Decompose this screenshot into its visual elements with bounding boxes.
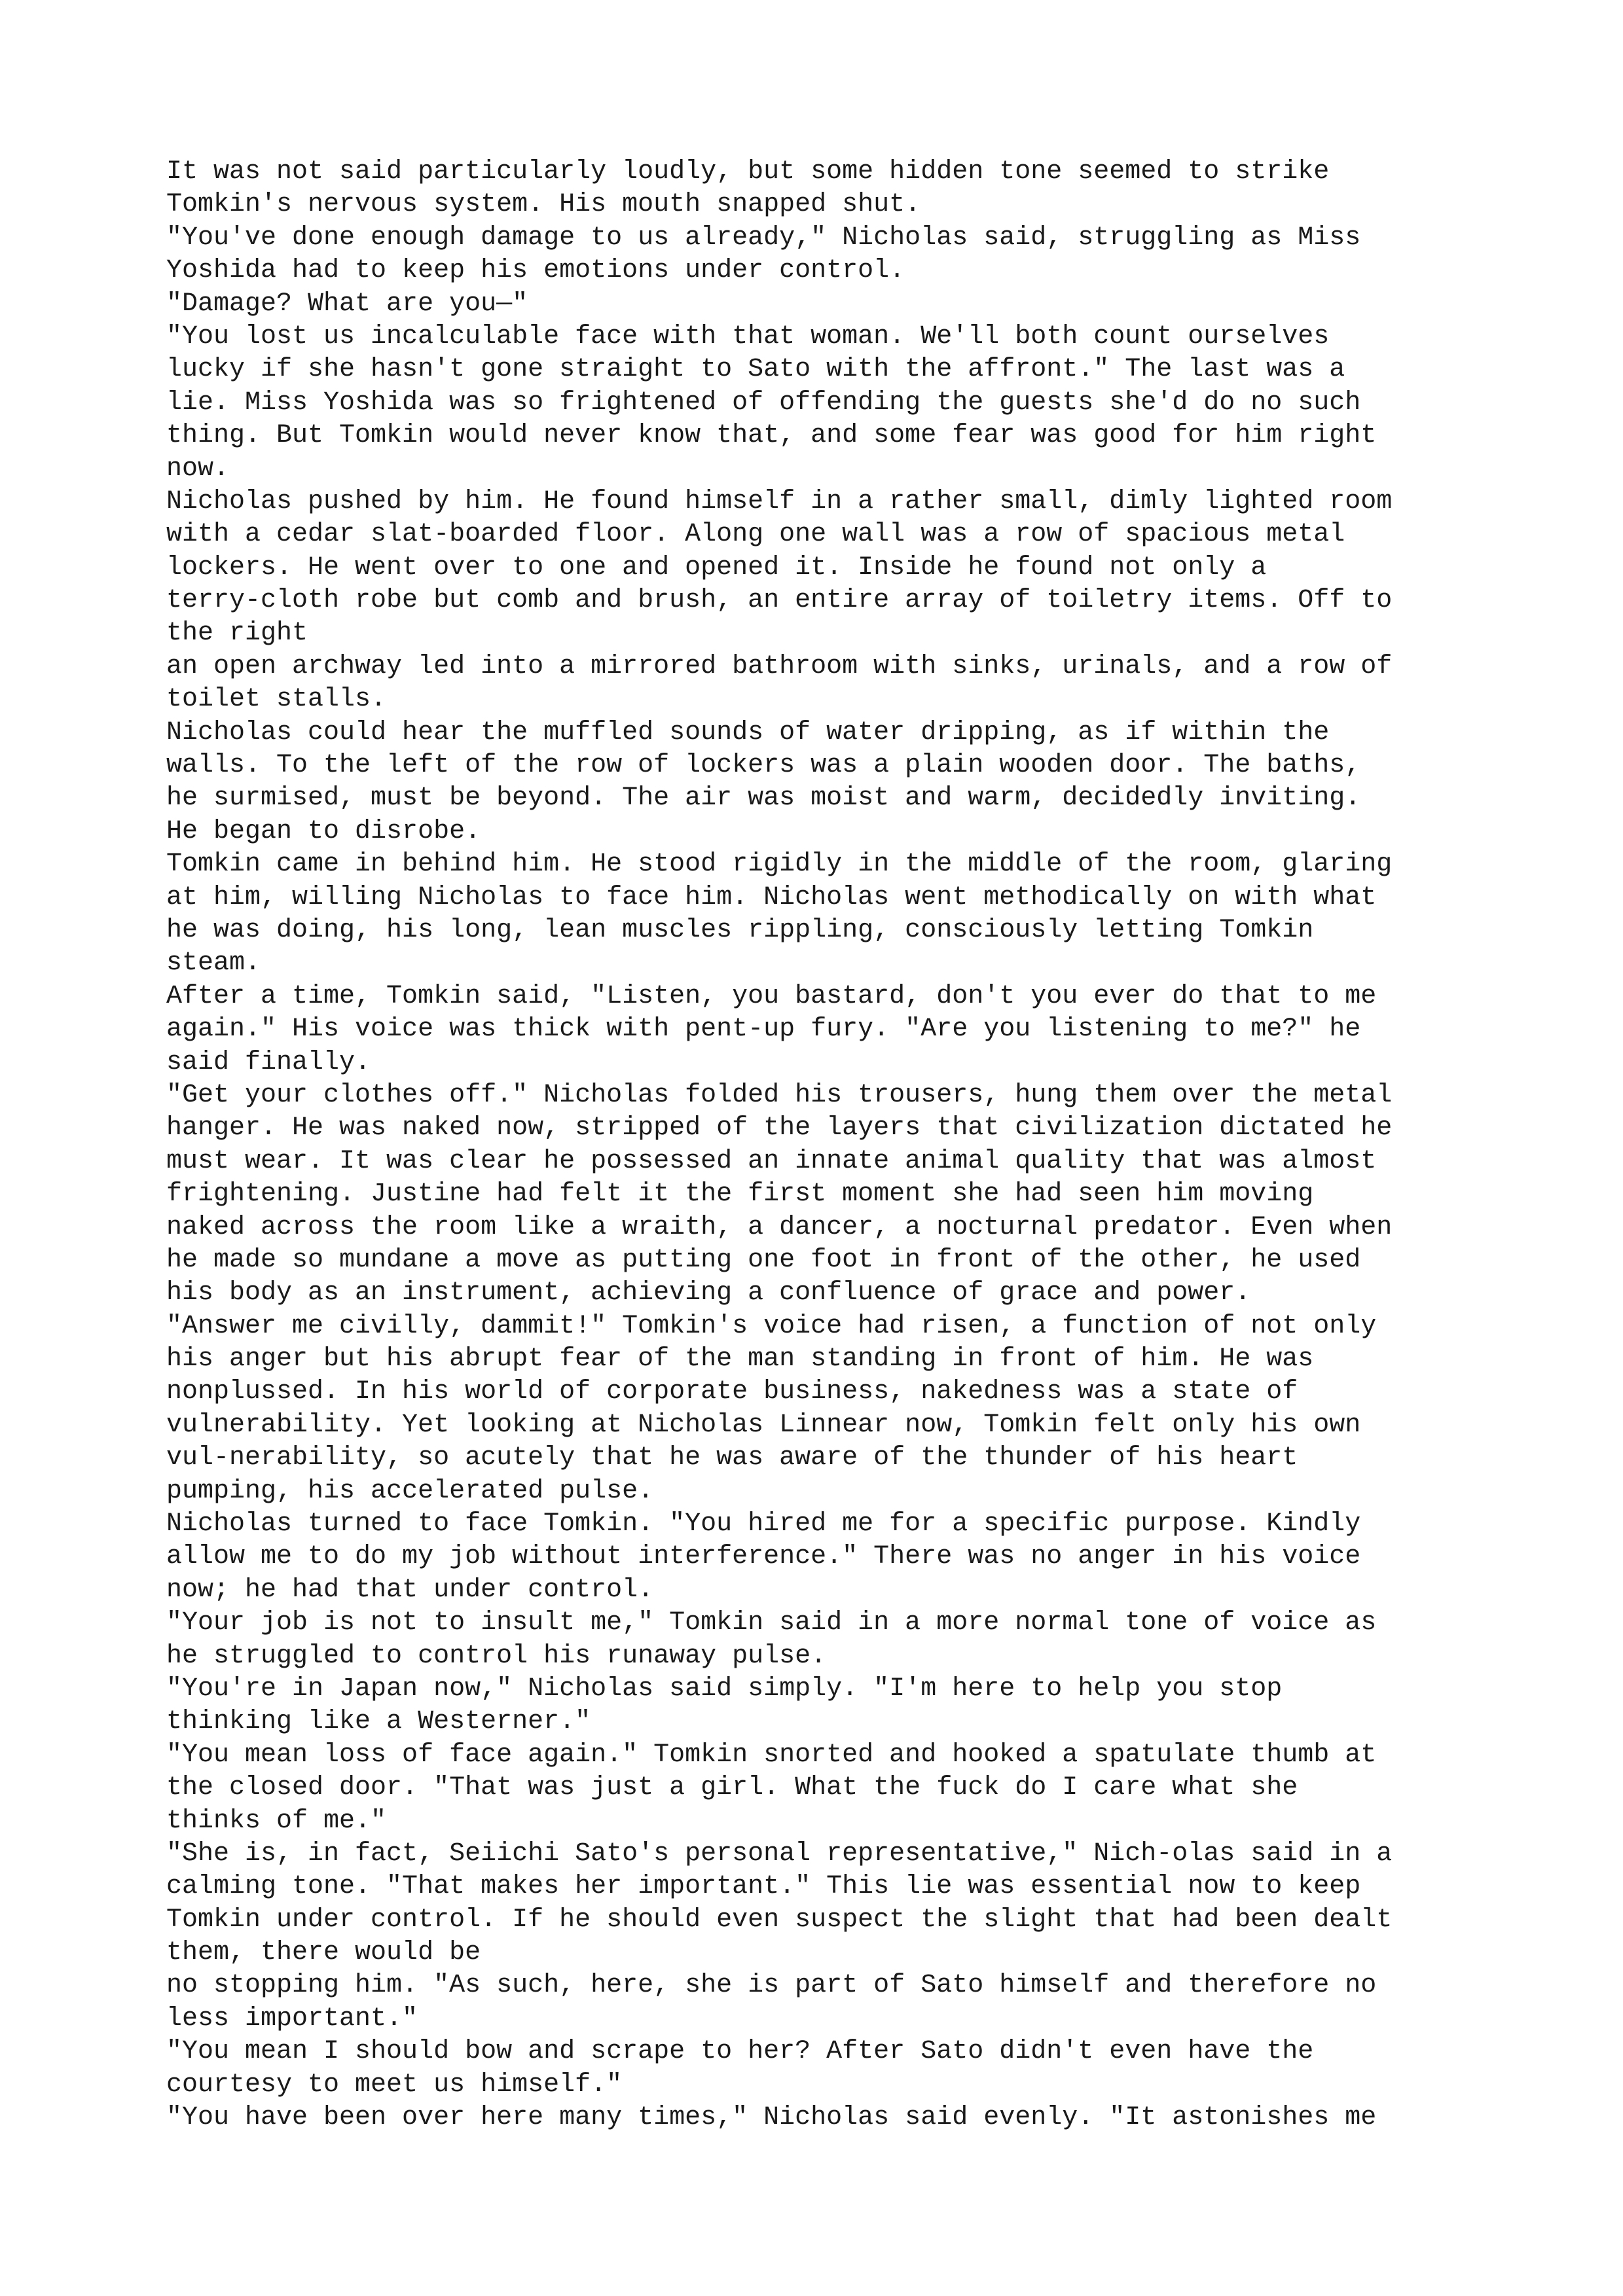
text-line: "You lost us incalculable face with that woman. We'll both count ourselves [166,321,1330,351]
text-line: now; he had that under control. [166,1575,654,1605]
text-line: Nicholas pushed by him. He found himself in a rather small, dimly lighted room [166,486,1393,516]
text-line: lucky if she hasn't gone straight to Sato with the affront." The last was a [166,355,1345,385]
text-line: After a time, Tomkin said, "Listen, you bastard, don't you ever do that to me [166,981,1377,1011]
text-line: "You're in Japan now," Nicholas said simply. "I'm here to help you stop [166,1674,1283,1704]
text-line: calming tone. "That makes her important." This lie was essential now to keep [166,1872,1361,1902]
text-line: walls. To the left of the row of lockers was a plain wooden door. The baths, [166,751,1361,781]
text-line: them, there would be [166,1938,481,1968]
text-line: pumping, his accelerated pulse. [166,1476,654,1506]
text-line: "Answer me civilly, dammit!" Tomkin's voice had risen, a function of not only [166,1311,1377,1341]
text-line: terry-cloth robe but comb and brush, an entire array of toiletry items. Off to [166,586,1393,616]
text-line: "You've done enough damage to us already," Nicholas said, struggling as Miss [166,223,1361,253]
text-line: "You have been over here many times," Nicholas said evenly. "It astonishes me [166,2103,1377,2133]
text-line: vul-nerability, so acutely that he was aware of the thunder of his heart [166,1443,1298,1473]
text-line: Tomkin under control. If he should even suspect the slight that had been dealt [166,1905,1393,1935]
text-line: lie. Miss Yoshida was so frightened of offending the guests she'd do no such [166,387,1361,418]
text-line: no stopping him. "As such, here, she is part of Sato himself and therefore no [166,1971,1377,2001]
text-line: "Get your clothes off." Nicholas folded his trousers, hung them over the metal [166,1080,1393,1110]
text-line: Tomkin came in behind him. He stood rigidly in the middle of the room, glaring [166,850,1393,880]
text-line: he made so mundane a move as putting one foot in front of the other, he used [166,1245,1361,1275]
text-line: at him, willing Nicholas to face him. Nicholas went methodically on with what [166,882,1377,912]
text-line: he surmised, must be beyond. The air was moist and warm, decidedly inviting. [166,783,1361,814]
text-line: naked across the room like a wraith, a dancer, a nocturnal predator. Even when [166,1212,1393,1242]
text-line: He began to disrobe. [166,816,481,846]
text-line: courtesy to meet us himself." [166,2070,623,2100]
text-line: "You mean I should bow and scrape to her? After Sato didn't even have the [166,2037,1314,2067]
text-line: again." His voice was thick with pent-up fury. "Are you listening to me?" he [166,1014,1361,1045]
text-line: lockers. He went over to one and opened it. Inside he found not only a [166,552,1267,583]
text-line: with a cedar slat-boarded floor. Along one wall was a row of spacious metal [166,520,1345,550]
text-line: vulnerability. Yet looking at Nicholas Linnear now, Tomkin felt only his own [166,1410,1361,1440]
text-line: It was not said particularly loudly, but some hidden tone seemed to strike [166,157,1330,187]
text-line: thing. But Tomkin would never know that, and some fear was good for him right [166,421,1377,451]
text-line: said finally. [166,1047,371,1077]
text-line: toilet stalls. [166,685,387,715]
text-line: thinking like a Westerner." [166,1707,591,1737]
text-line: now. [166,454,230,484]
text-line: nonplussed. In his world of corporate business, nakedness was a state of [166,1377,1298,1407]
text-line: the closed door. "That was just a girl. What the fuck do I care what she [166,1773,1298,1803]
text-line: he struggled to control his runaway pulse. [166,1641,827,1671]
text-line: Yoshida had to keep his emotions under control. [166,256,905,286]
text-line: Nicholas turned to face Tomkin. "You hired me for a specific purpose. Kindly [166,1509,1361,1539]
text-line: "Your job is not to insult me," Tomkin said in a more normal tone of voice as [166,1608,1377,1638]
body-text [166,156,1476,2134]
text-line: his body as an instrument, achieving a confluence of grace and power. [166,1278,1251,1308]
text-line: steam. [166,948,261,978]
text-line: he was doing, his long, lean muscles rippling, consciously letting Tomkin [166,915,1314,945]
text-line: an open archway led into a mirrored bathroom with sinks, urinals, and a row of [166,651,1393,681]
text-line: "Damage? What are you—" [166,289,528,319]
text-line: must wear. It was clear he possessed an innate animal quality that was almost [166,1146,1377,1176]
text-line: the right [166,619,308,649]
text-line: his anger but his abrupt fear of the man standing in front of him. He was [166,1344,1314,1374]
text-line: allow me to do my job without interference." There was no anger in his voice [166,1542,1361,1572]
text-line: Tomkin's nervous system. His mouth snapped shut. [166,190,921,220]
text-line: hanger. He was naked now, stripped of the layers that civilization dictated he [166,1113,1393,1143]
text-line: "She is, in fact, Seiichi Sato's personal representative," Nich-olas said in a [166,1839,1393,1869]
text-line: frightening. Justine had felt it the first moment she had seen him moving [166,1179,1314,1210]
text-line: "You mean loss of face again." Tomkin snorted and hooked a spatulate thumb at [166,1740,1377,1770]
text-line: Nicholas could hear the muffled sounds of water dripping, as if within the [166,717,1330,747]
text-line: thinks of me." [166,1806,387,1836]
text-line: less important." [166,2003,418,2034]
